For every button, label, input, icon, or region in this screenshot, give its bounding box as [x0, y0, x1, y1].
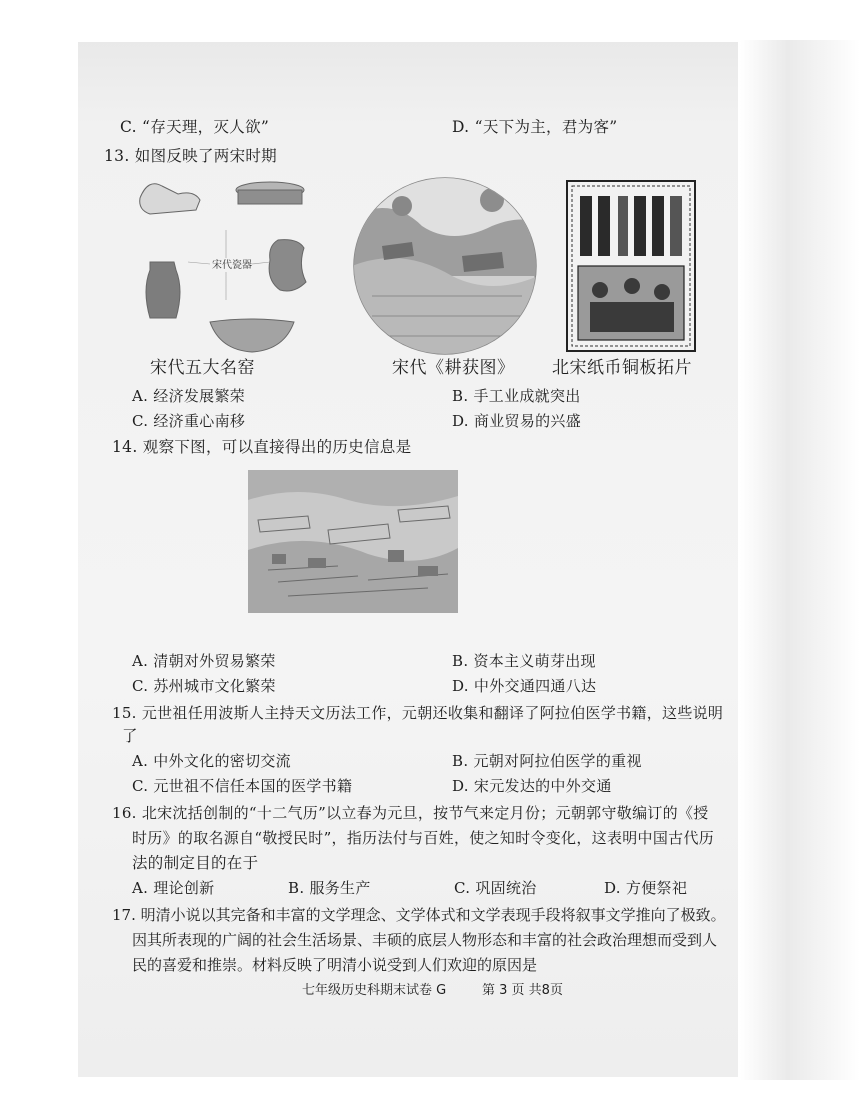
- q15-option-a: A. 中外文化的密切交流: [132, 752, 291, 770]
- northern-song-paper-money-figure: [566, 180, 696, 352]
- q15-option-b: B. 元朝对阿拉伯医学的重视: [452, 752, 642, 770]
- q13-option-c: C. 经济重心南移: [132, 412, 246, 430]
- song-porcelain-kilns-figure: [130, 170, 325, 355]
- q17-stem-line3: 民的喜爱和推崇。材料反映了明清小说受到人们欢迎的原因是: [132, 956, 538, 974]
- q17-stem-line1: 17. 明清小说以其完备和丰富的文学理念、文学体式和文学表现手段将叙事文学推向了极致。: [112, 906, 726, 924]
- kiln-center-label: 宋代瓷器: [212, 260, 252, 271]
- footer-exam-name: 七年级历史科期末试卷 G: [302, 983, 447, 998]
- q15-stem-line2: 了: [122, 727, 138, 745]
- q13-option-b: B. 手工业成就突出: [452, 387, 581, 405]
- q14-stem: 14. 观察下图，可以直接得出的历史信息是: [112, 438, 412, 456]
- q14-option-a: A. 清朝对外贸易繁荣: [132, 652, 276, 670]
- q17-stem-line2: 因其所表现的广阔的社会生活场景、丰硕的底层人物形态和丰富的社会政治理想而受到人: [132, 931, 718, 949]
- q12-option-c: C. “存天理，灭人欲”: [120, 118, 270, 136]
- q16-option-c: C. 巩固统治: [454, 879, 537, 897]
- q15-option-c: C. 元世祖不信任本国的医学书籍: [132, 777, 353, 795]
- caption-song-kilns: 宋代五大名窑: [150, 358, 255, 378]
- q14-option-b: B. 资本主义萌芽出现: [452, 652, 596, 670]
- q16-option-d: D. 方便祭祀: [604, 879, 688, 897]
- scan-shadow: [740, 40, 860, 1080]
- q13-option-d: D. 商业贸易的兴盛: [452, 412, 582, 430]
- genghuo-painting-figure: [352, 176, 538, 356]
- q12-option-d: D. “天下为主，君为客”: [452, 118, 618, 136]
- q14-option-c: C. 苏州城市文化繁荣: [132, 677, 276, 695]
- q16-stem-line1: 16. 北宋沈括创制的“十二气历”以立春为元旦，按节气来定月份；元朝郭守敬编订的《授: [112, 804, 709, 822]
- q14-option-d: D. 中外交通四通八达: [452, 677, 597, 695]
- q13-option-a: A. 经济发展繁荣: [132, 387, 246, 405]
- caption-genghuo: 宋代《耕获图》: [392, 358, 515, 378]
- suzhou-city-painting-figure: [248, 470, 458, 613]
- q16-option-a: A. 理论创新: [132, 879, 215, 897]
- q16-option-b: B. 服务生产: [288, 879, 371, 897]
- q15-stem-line1: 15. 元世祖任用波斯人主持天文历法工作，元朝还收集和翻译了阿拉伯医学书籍，这些说明: [112, 704, 724, 722]
- footer-page-number: 第 3 页 共8页: [482, 983, 563, 998]
- caption-paper-money: 北宋纸币铜板拓片: [552, 358, 692, 378]
- q16-stem-line3: 法的制定目的在于: [132, 854, 259, 872]
- q15-option-d: D. 宋元发达的中外交通: [452, 777, 612, 795]
- q13-stem: 13. 如图反映了两宋时期: [104, 147, 277, 165]
- q16-stem-line2: 时历》的取名源自“敬授民时”，指历法付与百姓，使之知时令变化，这表明中国古代历: [132, 829, 715, 847]
